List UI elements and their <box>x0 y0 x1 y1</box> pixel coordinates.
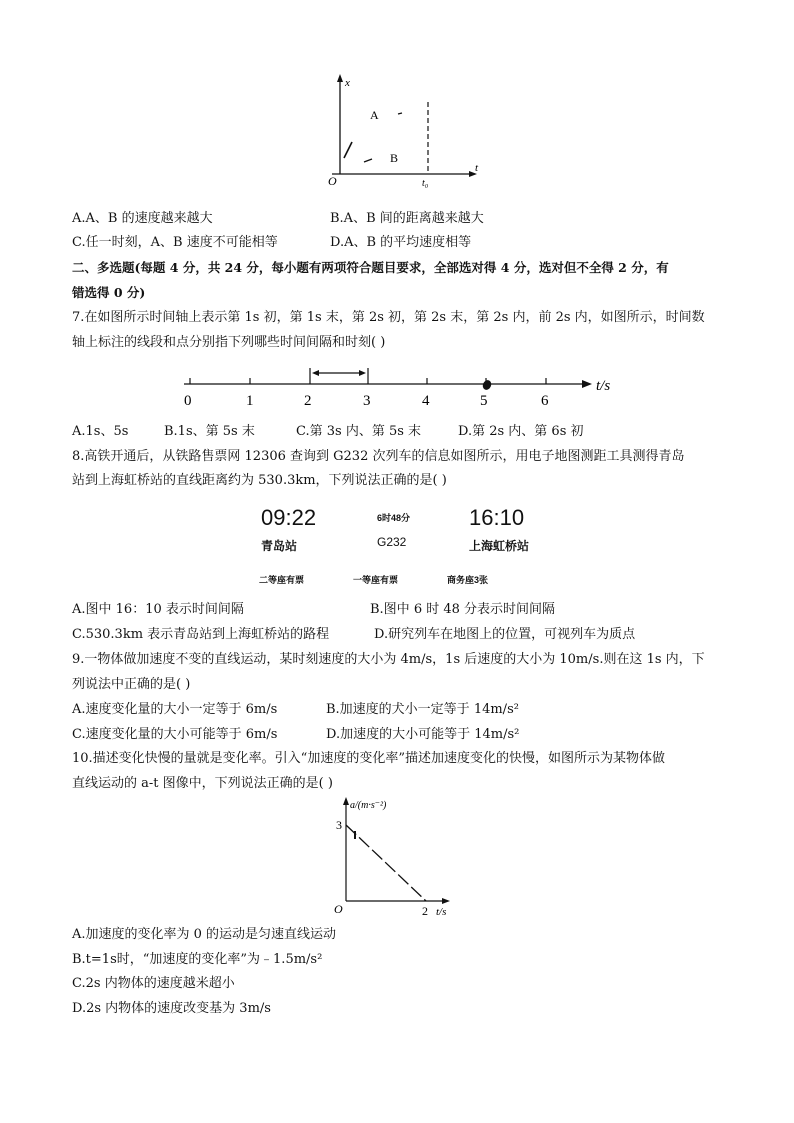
q10-stem-line1: 10.描述变化快慢的量就是变化率。引入“加速度的变化率”描述加速度变化的快慢，如图所示为某物体做 <box>72 751 665 766</box>
t0-label: t₀ <box>422 178 429 189</box>
interval-arrow-left-head <box>312 370 319 376</box>
train-ticket-image <box>253 497 546 591</box>
at-origin: O <box>334 902 343 916</box>
q10-stem-line2: 直线运动的 a-t 图像中，下列说法正确的是( ) <box>72 776 333 791</box>
q8-option-a: A.图中 16：10 表示时间间隔 <box>72 602 244 617</box>
q7-option-b: B.1s、第 5s 末 <box>164 424 255 439</box>
depart-station: 青岛站 <box>261 539 298 553</box>
q9-option-c: C.速度变化量的大小可能等于 6m/s <box>72 727 278 742</box>
second-class-seat: 二等座有票 <box>259 575 305 585</box>
q9-stem-line1: 9.一物体做加速度不变的直线运动，某时刻速度的大小为 4m/s，1s 后速度的大小为 10m/s.则在这 1s 内，下 <box>72 652 705 667</box>
point-at-5 <box>481 379 492 391</box>
line-a-mark <box>344 142 352 158</box>
a-tick-3: 3 <box>336 818 342 832</box>
q6-option-d: D.A、B 的平均速度相等 <box>330 235 472 250</box>
section-2-heading-line1: 二、多选题(每题 4 分，共 24 分，每小题有两项符合题目要求，全部选对得 4 分，选对但不全得 2 分，有 <box>72 260 669 275</box>
a-axis-label: a/(m·s⁻²) <box>350 800 387 811</box>
t-tick-2: 2 <box>422 904 428 918</box>
tick-label-1: 1 <box>246 393 254 409</box>
q8-option-b: B.图中 6 时 48 分表示时间间隔 <box>370 602 556 617</box>
depart-time: 09:22 <box>261 505 317 530</box>
q6-option-b: B.A、B 间的距离越来越大 <box>330 211 484 226</box>
section-2-heading-line2: 错选得 0 分) <box>72 285 146 300</box>
q7-stem-line2: 轴上标注的线段和点分别指下列哪些时间间隔和时刻( ) <box>72 335 386 350</box>
q9-option-d: D.加速度的大小可能等于 14m/s² <box>326 727 520 742</box>
tick-label-5: 5 <box>480 393 488 409</box>
q6-option-c: C.任一时刻，A、B 速度不可能相等 <box>72 235 278 250</box>
q10-option-a: A.加速度的变化率为 0 的运动是匀速直线运动 <box>72 927 337 942</box>
arrive-time: 16:10 <box>469 505 525 530</box>
q8-stem-line2: 站到上海虹桥站的直线距离约为 530.3km，下列说法正确的是( ) <box>72 473 447 488</box>
at-graph <box>328 795 462 923</box>
xt-graph <box>318 70 488 195</box>
q9-option-a: A.速度变化量的大小一定等于 6m/s <box>72 702 278 717</box>
y-axis-label: x <box>345 77 350 89</box>
arrive-station: 上海虹桥站 <box>469 539 530 553</box>
line-b-label: B <box>390 151 399 165</box>
q9-stem-line2: 列说法中正确的是( ) <box>72 677 191 692</box>
tick-label-0: 0 <box>184 393 192 409</box>
timeline-figure <box>176 360 624 410</box>
line-b-mark <box>364 159 372 162</box>
timeline-arrow <box>582 380 592 388</box>
t-axis-arrow <box>442 898 450 904</box>
trip-duration: 6时48分 <box>377 513 411 523</box>
q8-stem-line1: 8.高铁开通后，从铁路售票网 12306 查询到 G232 次列车的信息如图所示，用电子地图测距工具测得青岛 <box>72 449 685 464</box>
q7-option-d: D.第 2s 内、第 6s 初 <box>458 424 584 439</box>
q10-option-b: B.t=1s时，“加速度的变化率”为﹣1.5m/s² <box>72 952 323 967</box>
x-axis-label: t <box>475 162 479 174</box>
y-axis-arrow <box>337 74 343 82</box>
tick-label-6: 6 <box>541 393 549 409</box>
q10-option-d: D.2s 内物体的速度改变基为 3m/s <box>72 1001 271 1016</box>
q7-option-c: C.第 3s 内、第 5s 末 <box>296 424 422 439</box>
q6-option-a: A.A、B 的速度越来越大 <box>72 211 213 226</box>
q9-option-b: B.加速度的犬小一定等于 14m/s² <box>326 702 519 717</box>
t-axis-label: t/s <box>436 906 447 918</box>
timeline-unit: t/s <box>596 378 611 394</box>
q7-stem-line1: 7.在如图所示时间轴上表示第 1s 初，第 1s 末，第 2s 初，第 2s 末，第 2s 内，前 2s 内，如图所示，时间数 <box>72 310 705 325</box>
q10-option-c: C.2s 内物体的速度越米超小 <box>72 976 235 991</box>
tick-label-4: 4 <box>422 393 430 409</box>
a-t-line <box>346 825 426 901</box>
q8-option-d: D.研究列车在地图上的位置，可视列车为质点 <box>374 627 636 642</box>
interval-arrow-right-head <box>359 370 366 376</box>
line-a-label: A <box>370 108 379 122</box>
first-class-seat: 一等座有票 <box>353 575 399 585</box>
train-number: G232 <box>377 535 407 549</box>
business-seat: 商务座3张 <box>447 575 489 585</box>
q7-option-a: A.1s、5s <box>72 424 129 439</box>
q8-option-c: C.530.3km 表示青岛站到上海虹桥站的路程 <box>72 627 330 642</box>
tick-label-3: 3 <box>363 393 371 409</box>
origin-label: O <box>328 174 337 188</box>
tick-label-2: 2 <box>304 393 312 409</box>
a-axis-arrow <box>343 797 349 805</box>
line-a-end-mark <box>398 113 402 114</box>
